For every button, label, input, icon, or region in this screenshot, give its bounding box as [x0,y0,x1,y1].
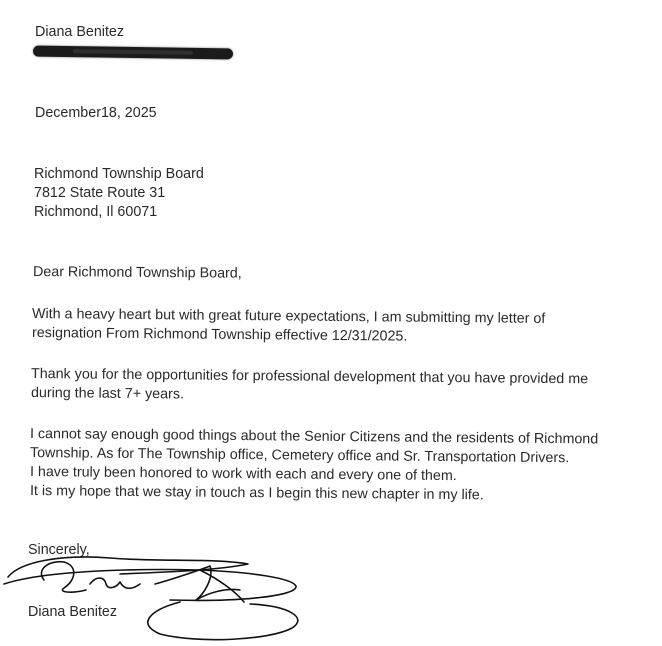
paragraph-1-line-2: resignation From Richmond Township effective 12/31/2025. [31,325,408,345]
paragraph-3-line-3: I have truly been honored to work with each and every one of them. [29,464,457,485]
handwritten-signature [0,540,330,646]
paragraph-3-line-4: It is my hope that we stay in touch as I begin this new chapter in my life. [29,483,484,504]
recipient-line-1: Richmond Township Board [34,166,204,182]
paragraph-3-line-1: I cannot say enough good things about the Senior Citizens and the residents of Richmond [29,426,599,448]
sender-name: Diana Benitez [35,24,125,40]
recipient-line-2: 7812 State Route 31 [34,185,166,201]
paragraph-3-line-2: Township. As for The Township office, Cemetery office and Sr. Transportation Drivers. [29,445,570,467]
redacted-email [33,46,233,60]
paragraph-2-line-1: Thank you for the opportunities for professional development that you have provided me [30,366,589,388]
salutation: Dear Richmond Township Board, [32,264,242,282]
recipient-line-3: Richmond, Il 60071 [34,204,158,220]
closing: Sincerely, [28,542,90,558]
letter-date: December18, 2025 [35,105,157,121]
paragraph-1-line-1: With a heavy heart but with great future expectations, I am submitting my letter of [31,306,546,327]
paragraph-2-line-2: during the last 7+ years. [30,385,185,403]
signature-name: Diana Benitez [28,604,118,620]
